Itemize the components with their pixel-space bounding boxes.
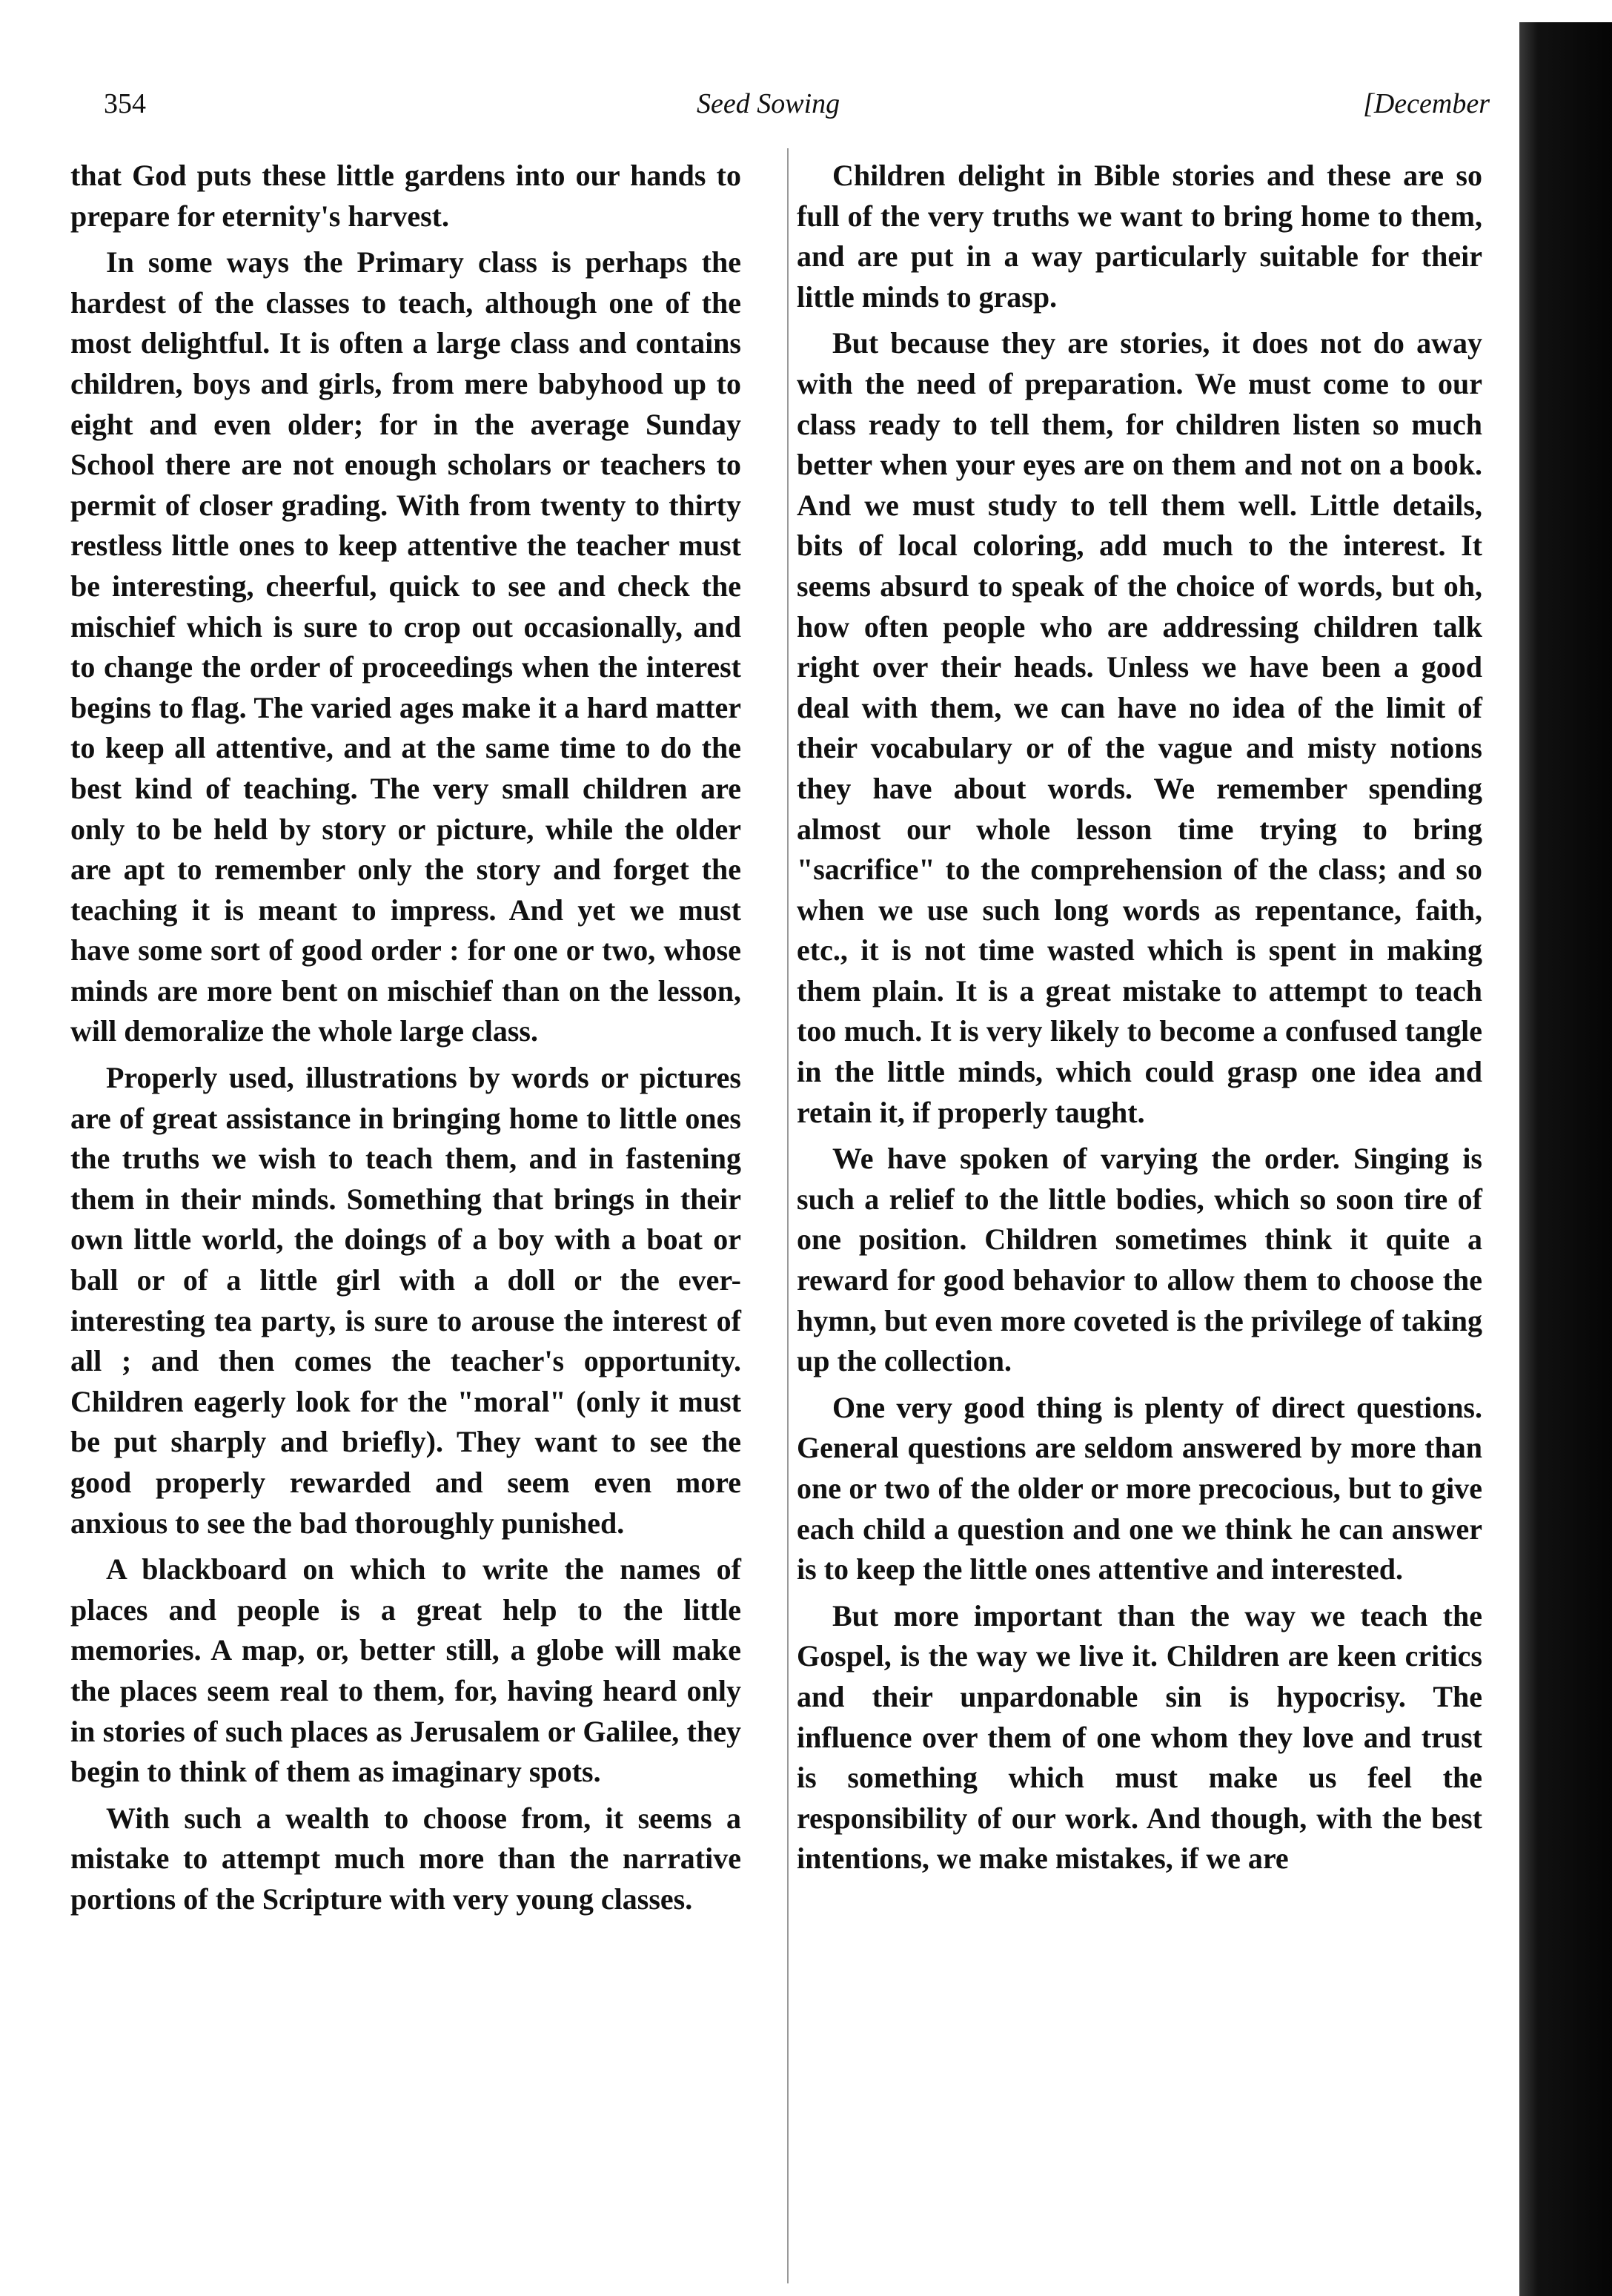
paragraph: But because they are stories, it does not do away with the need of preparation. We must come to our class ready to tell them, for children listen so much better when your eyes are on them and not on a book. And we must study to tell them well. Little details, bits of local coloring, add much to the interest. It seems absurd to speak of the choice of words, but oh, how often people who are addressing children talk right over their heads. Unless we have been a good deal with them, we can have no idea of the limit of their vocabulary or of the vague and misty notions they have about words. We remember spending almost our whole lesson time trying to bring "sacrifice" to the comprehension of the class; and so when we use such long words as repentance, faith, etc., it is not time wasted which is spent in making them plain. It is a great mistake to attempt to teach too much. It is very likely to become a confused tangle in the little minds, which could grasp one idea and retain it, if properly taught. bbox=[797, 326, 1482, 1129]
paragraph: A blackboard on which to write the names of places and people is a great help to the little memories. A map, or, better still, a globe will make the places seem real to them, for, having heard only in stories of such places as Jerusalem or Galilee, they begin to think of them as imaginary spots. bbox=[70, 1552, 741, 1789]
page-number: 354 bbox=[104, 88, 146, 119]
paragraph: With such a wealth to choose from, it seems a mistake to attempt much more than the narrative portions of the Scripture with very young classes. bbox=[70, 1801, 741, 1916]
page-edge-shadow bbox=[1519, 22, 1612, 2296]
column-divider bbox=[787, 148, 789, 2283]
paragraph: One very good thing is plenty of direct questions. General questions are seldom answered by more than one or two of the older or more precocious, but to give each child a question and one we think he can answer is to keep the little ones attentive and interested. bbox=[797, 1390, 1482, 1587]
running-month: [December bbox=[1363, 88, 1490, 119]
paragraph: Children delight in Bible stories and these are so full of the very truths we want to bring home to them, and are put in a way particularly suitable for their little minds to grasp. bbox=[797, 159, 1482, 314]
paragraph: Properly used, illustrations by words or pictures are of great assistance in bringing home to little ones the truths we wish to teach them, and in fastening them in their minds. Something that brings in their own little world, the doings of a boy with a boat or ball or of a little girl with a doll or the ever-interesting tea party, is sure to arouse the interest of all ; and then comes the teacher's opportunity. Children eagerly look for the "moral" (only it must be put sharply and briefly). They want to see the good properly rewarded and seem even more anxious to see the bad thoroughly punished. bbox=[70, 1061, 741, 1540]
running-title: Seed Sowing bbox=[697, 88, 840, 119]
paragraph: that God puts these little gardens into our hands to prepare for eternity's harvest. bbox=[70, 159, 741, 233]
page-header bbox=[104, 87, 1490, 139]
paragraph: But more important than the way we teach the Gospel, is the way we live it. Children are keen critics and their unpardonable sin is hypocrisy. The influence over them of one whom they love and trust is something which must make us feel the responsibility of our work. And though, with the best intentions, we make mistakes, if we are bbox=[797, 1598, 1482, 1876]
right-column bbox=[797, 156, 1482, 1885]
left-column bbox=[70, 156, 741, 1926]
paragraph: We have spoken of varying the order. Singing is such a relief to the little bodies, which so soon tire of one position. Children sometimes think it quite a reward for good behavior to allow them to choose the hymn, but even more coveted is the privilege of taking up the collection. bbox=[797, 1142, 1482, 1378]
paragraph: In some ways the Primary class is perhaps the hardest of the classes to teach, although one of the most delightful. It is often a large class and contains children, boys and girls, from mere babyhood up to eight and even older; for in the average Sunday School there are not enough scholars or teachers to permit of closer grading. With from twenty to thirty restless little ones to keep attentive the teacher must be interesting, cheerful, quick to see and check the mischief which is sure to crop out occasionally, and to change the order of proceedings when the interest begins to flag. The varied ages make it a hard matter to keep all attentive, and at the same time to do the best kind of teaching. The very small children are only to be held by story or picture, while the older are apt to remember only the story and forget the teaching it is meant to impress. And yet we must have some sort of good order : for one or two, whose minds are more bent on mischief than on the lesson, will demoralize the whole large class. bbox=[70, 245, 741, 1048]
